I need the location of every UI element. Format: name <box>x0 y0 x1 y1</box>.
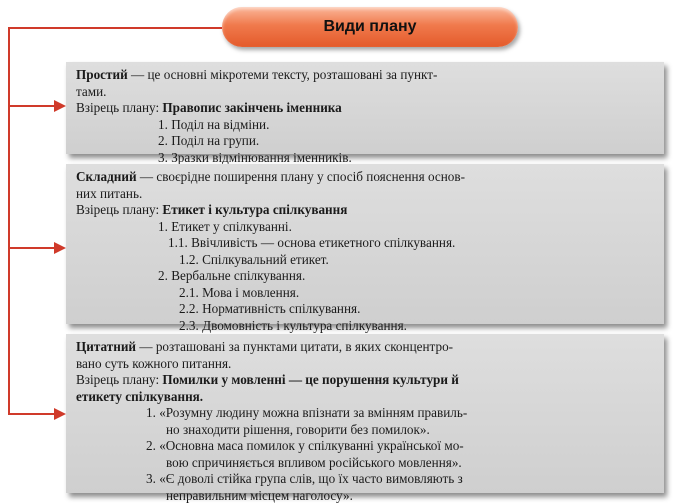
arrow-head-2 <box>54 242 66 254</box>
plan-type-definition-cont: них питань. <box>76 186 654 203</box>
plan-type-definition: — це основні мікротеми тексту, розташовані за пункт- <box>128 67 438 82</box>
plan-item: 1. Поділ на відміни. <box>76 117 654 134</box>
plan-quote-item: 2. «Основна маса помилок у спілкуванні української мо- <box>76 438 654 455</box>
plan-subitem: 1.2. Спілкувальний етикет. <box>76 252 654 269</box>
connector-branch-1 <box>8 105 56 107</box>
plan-type-box-quotation <box>66 334 664 493</box>
plan-quote-item-cont: вою спричиняється впливом російського мовлення». <box>76 455 654 472</box>
sample-title: Правопис закінчень іменника <box>162 100 341 115</box>
plan-quote-item-cont: но знаходити рішення, говорити без помилок». <box>76 422 654 439</box>
plan-item: 1. Етикет у спілкуванні. <box>76 219 654 236</box>
plan-type-box-simple <box>66 62 664 154</box>
sample-title: Помилки у мовленні — це порушення культури й <box>162 372 458 387</box>
plan-subitem: 2.3. Двомовність і культура спілкування. <box>76 318 654 335</box>
connector-branch-3 <box>8 413 56 415</box>
plan-item: 3. Зразки відмінювання іменників. <box>76 150 654 167</box>
title-pill <box>222 7 518 47</box>
connector-top <box>8 27 222 29</box>
plan-item: 2. Поділ на групи. <box>76 133 654 150</box>
plan-item: 2. Вербальне спілкування. <box>76 268 654 285</box>
plan-type-definition-cont: вано суть кожного питання. <box>76 356 654 373</box>
plan-type-definition: — розташовані за пунктами цитати, в яких сконцентро- <box>136 339 453 354</box>
plan-type-box-complex <box>66 164 664 324</box>
plan-quote-item: 3. «Є доволі стійка група слів, що їх часто вимовляють з <box>76 471 654 488</box>
sample-title: Етикет і культура спілкування <box>162 202 347 217</box>
plan-type-definition: — своєрідне поширення плану у спосіб пояснення основ- <box>137 169 465 184</box>
connector-vertical <box>8 27 10 415</box>
plan-type-term: Складний <box>76 169 137 184</box>
plan-type-definition-cont: тами. <box>76 84 654 101</box>
sample-title-cont: етикету спілкування. <box>76 389 654 406</box>
plan-subitem: 2.2. Нормативність спілкування. <box>76 301 654 318</box>
plan-quote-item: 1. «Розумну людину можна впізнати за вмінням правиль- <box>76 405 654 422</box>
plan-type-term: Цитатний <box>76 339 136 354</box>
sample-label: Взірець плану: <box>76 100 162 115</box>
diagram-title: Види плану <box>323 18 416 36</box>
plan-quote-item-cont: неправильним місцем наголосу». <box>76 488 654 504</box>
plan-type-term: Простий <box>76 67 128 82</box>
arrow-head-1 <box>54 100 66 112</box>
arrow-head-3 <box>54 408 66 420</box>
sample-label: Взірець плану: <box>76 372 162 387</box>
sample-label: Взірець плану: <box>76 202 162 217</box>
connector-branch-2 <box>8 247 56 249</box>
plan-subitem: 2.1. Мова і мовлення. <box>76 285 654 302</box>
plan-subitem: 1.1. Ввічливість — основа етикетного спілкування. <box>76 235 654 252</box>
